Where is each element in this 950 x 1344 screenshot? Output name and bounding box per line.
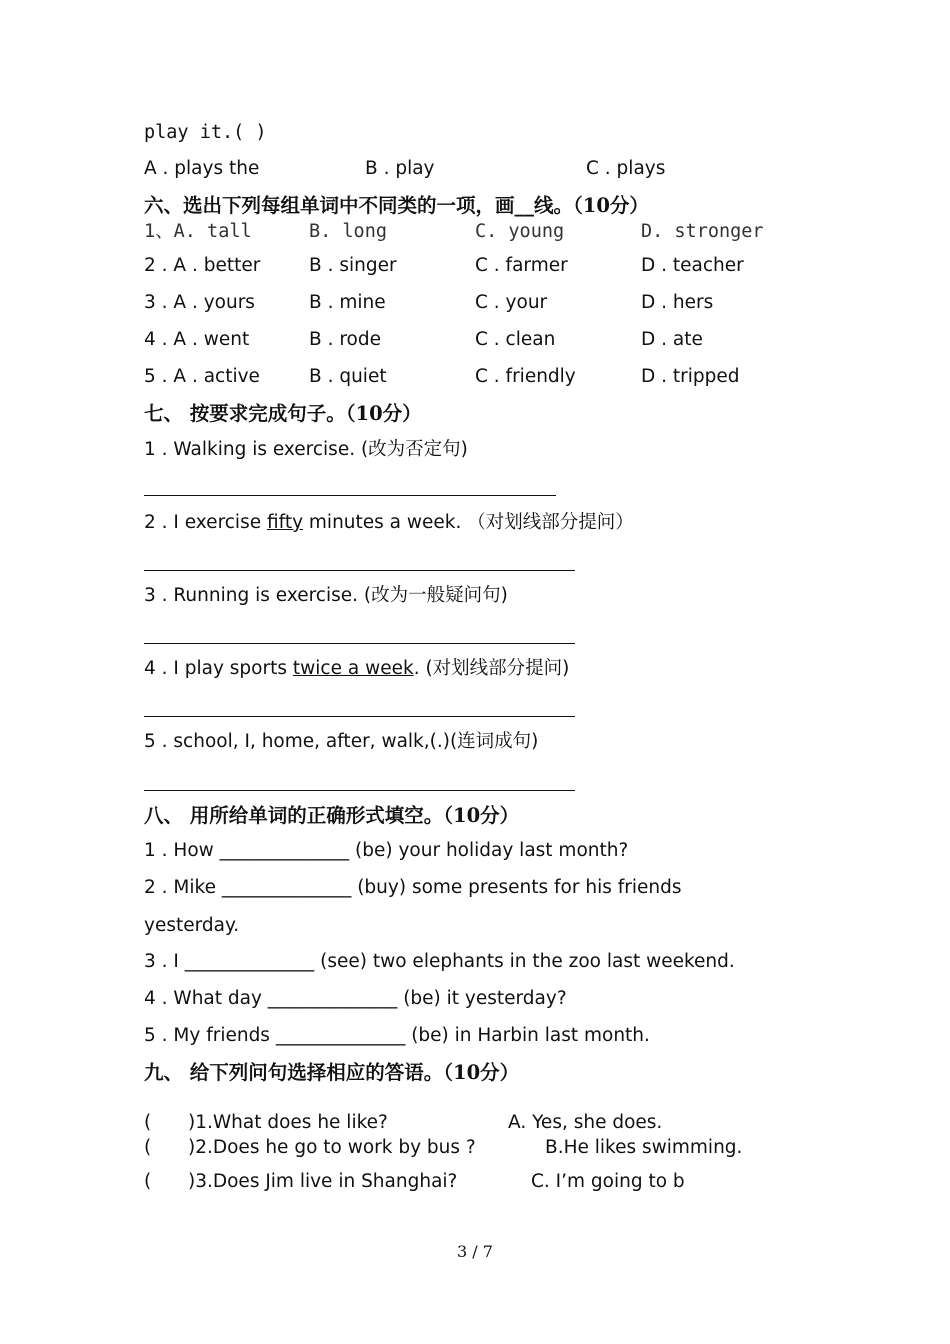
answer-line	[144, 495, 556, 496]
match-answer: B.He likes swimming.	[545, 1137, 743, 1158]
fill-blank-item: 3 . I ______________ (see) two elephants in the zoo last weekend.	[144, 951, 735, 972]
option-b: B . play	[365, 158, 435, 179]
word-option: D . tripped	[641, 366, 740, 387]
word-option: 4 . A . went	[144, 329, 250, 350]
section-7-title: 七、 按要求完成句子。（10分）	[144, 402, 422, 425]
match-question: )2.Does he go to work by bus ?	[188, 1137, 476, 1158]
word-option: B . quiet	[309, 366, 387, 387]
match-answer: A. Yes, she does.	[508, 1112, 663, 1133]
fill-blank-item: yesterday.	[144, 915, 240, 936]
answer-line	[144, 643, 575, 644]
page-number: 3 / 7	[457, 1242, 493, 1261]
word-option: D . teacher	[641, 255, 744, 276]
word-option: 5 . A . active	[144, 366, 260, 387]
answer-paren: (	[144, 1137, 152, 1158]
fill-blank-item: 4 . What day ______________ (be) it yesterday?	[144, 988, 567, 1009]
word-option: C . friendly	[475, 366, 576, 387]
sentence-question: 2 . I exercise fifty minutes a week. （对划线部分提问）	[144, 512, 634, 533]
word-option: B. long	[309, 221, 387, 242]
fill-blank-item: 1 . How ______________ (be) your holiday last month?	[144, 840, 629, 861]
word-option: 3 . A . yours	[144, 292, 255, 313]
word-option: 1、A. tall	[144, 221, 252, 242]
answer-line	[144, 570, 575, 571]
underlined-phrase: twice a week	[292, 658, 414, 679]
section-6-title: 六、选出下列每组单词中不同类的一项，画__线。（10分）	[144, 194, 649, 217]
question-tail: play it.( )	[144, 122, 267, 143]
option-c: C . plays	[586, 158, 666, 179]
word-option: C . farmer	[475, 255, 568, 276]
section-9-title: 九、 给下列问句选择相应的答语。（10分）	[144, 1061, 520, 1084]
underlined-word: fifty	[266, 512, 304, 533]
word-option: C . your	[475, 292, 548, 313]
word-option: C . clean	[475, 329, 556, 350]
answer-line	[144, 716, 575, 717]
match-question: )1.What does he like?	[188, 1112, 388, 1133]
sentence-question: 3 . Running is exercise. (改为一般疑问句)	[144, 585, 508, 606]
section-8-title: 八、 用所给单词的正确形式填空。（10分）	[144, 804, 520, 827]
word-option: B . rode	[309, 329, 381, 350]
sentence-question: 5 . school, I, home, after, walk,(.)(连词成句)	[144, 731, 539, 752]
word-option: B . singer	[309, 255, 397, 276]
answer-line	[144, 790, 575, 791]
fill-blank-item: 5 . My friends ______________ (be) in Harbin last month.	[144, 1025, 650, 1046]
sentence-question: 4 . I play sports twice a week. (对划线部分提问)	[144, 658, 570, 679]
word-option: D . ate	[641, 329, 703, 350]
fill-blank-item: 2 . Mike ______________ (buy) some presents for his friends	[144, 877, 682, 898]
match-question: )3.Does Jim live in Shanghai?	[188, 1171, 458, 1192]
option-a: A . plays the	[144, 158, 260, 179]
word-option: 2 . A . better	[144, 255, 261, 276]
word-option: D . hers	[641, 292, 714, 313]
answer-paren: (	[144, 1171, 152, 1192]
word-option: C. young	[475, 221, 565, 242]
match-answer: C. I’m going to b	[531, 1171, 685, 1192]
word-option: B . mine	[309, 292, 386, 313]
sentence-question: 1 . Walking is exercise. (改为否定句)	[144, 439, 468, 460]
answer-paren: (	[144, 1112, 152, 1133]
word-option: D. stronger	[641, 221, 764, 242]
